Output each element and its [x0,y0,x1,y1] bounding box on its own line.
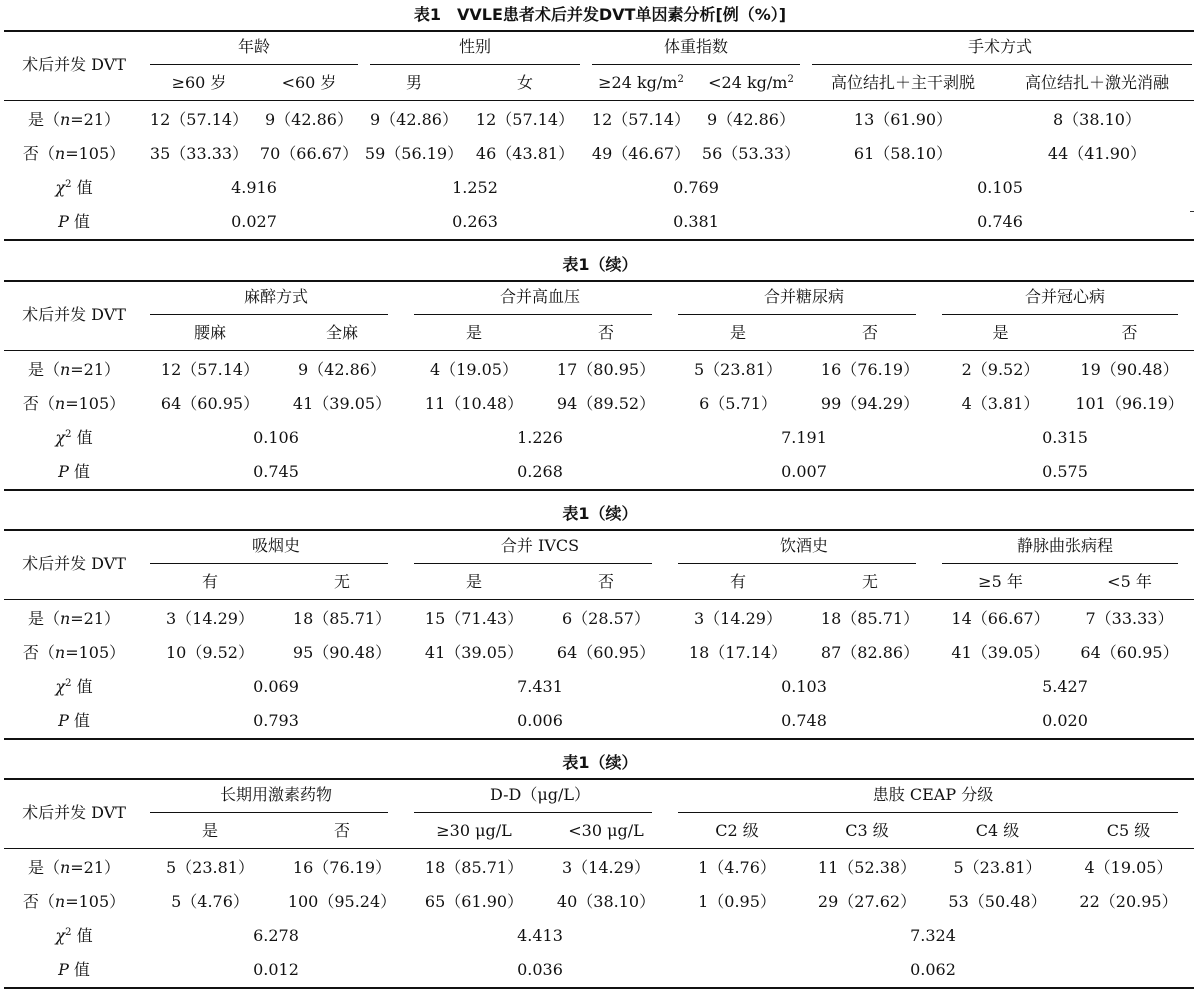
table-cell: 41（39.05） [292,394,392,413]
bottom-rule [4,489,1194,491]
table-cell: 11（10.48） [424,394,524,413]
sub-header: C4 级 [975,821,1020,840]
table-cell: 6（28.57） [562,609,650,628]
table-section-3 [4,529,1194,741]
chi-square-value: 1.252 [452,178,498,197]
row-label-text: 是（ [27,609,60,628]
group-header-diabetes: 合并糖尿病 [763,287,844,306]
row-label-n: n [59,858,71,877]
sub-header: ≥5 年 [978,572,1023,591]
table-cell: 4（19.05） [430,360,518,379]
table-cell: 15（71.43） [424,609,524,628]
table-cell: 17（80.95） [556,360,656,379]
p-value: 0.793 [253,711,299,730]
table-cell: 64（60.95） [556,643,656,662]
group-underline [812,64,1192,65]
sub-header: 男 [405,73,422,92]
chi-square-label [4,171,144,205]
chi-square-value: 0.069 [253,677,299,696]
header-rule [4,350,1194,351]
table-cell: 7（33.33） [1085,609,1174,628]
table-cell: 64（60.95） [1080,643,1179,662]
p-value: 0.036 [517,960,563,979]
table-cell: 4（19.05） [1084,858,1173,877]
p-value-label [4,205,144,239]
group-underline [370,64,580,65]
row-label [4,602,144,636]
p-value-label [4,953,144,987]
sub-header: 无 [861,572,878,591]
row-header: 术后并发 DVT [22,803,126,822]
sub-header: 否 [1121,323,1138,342]
table-cell: 4（3.81） [961,394,1040,413]
sub-header: 是 [729,323,746,342]
row-label-text: 否（ [22,394,55,413]
table-cell: 53（50.48） [948,892,1047,911]
table-cell: 95（90.48） [292,643,392,662]
group-header-surgery: 手术方式 [967,37,1032,56]
table-cell: 16（76.19） [820,360,920,379]
row-label-text: =21） [70,609,121,628]
row-label [4,885,144,919]
sub-header: C3 级 [845,821,889,840]
superscript: 2 [65,927,72,938]
group-underline [678,314,916,315]
chi-symbol: χ [55,926,66,945]
table-cell: 56（53.33） [701,144,801,163]
chi-symbol: χ [55,178,66,197]
sub-header: 高位结扎＋激光消融 [1024,73,1169,92]
chi-square-value: 5.427 [1042,677,1088,696]
chi-square-label [4,670,144,704]
sub-header: 有 [201,572,218,591]
table-cell: 2（9.52） [961,360,1040,379]
table-cell: 12（57.14） [149,110,249,129]
chi-square-value: 6.278 [253,926,299,945]
table-cell: 40（38.10） [556,892,656,911]
group-underline [942,314,1178,315]
p-symbol: P [58,212,69,231]
table-cell: 18（85.71） [292,609,392,628]
table-cell: 99（94.29） [820,394,920,413]
chi-square-value: 0.769 [673,178,719,197]
group-underline [150,64,358,65]
table-cell: 9（42.86） [370,110,458,129]
row-label [4,387,144,421]
group-underline [678,812,1178,813]
p-value: 0.020 [1042,711,1088,730]
sub-header: 是 [992,323,1009,342]
group-header-hypertension: 合并高血压 [499,287,580,306]
group-header-d-dimer: D-D（μg/L） [489,785,591,804]
row-label [4,353,144,387]
sub-header: <60 岁 [281,73,337,92]
sub-header: 否 [861,323,878,342]
group-underline [678,563,916,564]
sub-header: 腰麻 [193,323,226,342]
table-cell: 16（76.19） [292,858,392,877]
table-title-continued: 表1（续） [562,255,638,274]
p-value: 0.006 [517,711,563,730]
table-cell: 87（82.86） [820,643,920,662]
sub-header: 是 [201,821,218,840]
row-label-n: n [59,609,71,628]
p-value: 0.575 [1042,462,1088,481]
bottom-rule [4,987,1194,989]
row-label-text: =105） [65,394,126,413]
sub-header: 高位结扎＋主干剥脱 [830,73,975,92]
row-label [4,137,144,171]
header-rule [4,100,1194,101]
table-cell: 5（4.76） [171,892,249,911]
table-cell: 13（61.90） [853,110,953,129]
p-value-label [4,455,144,489]
chi-square-value: 4.413 [517,926,563,945]
sub-header: 女 [516,73,533,92]
sub-header: C2 级 [715,821,759,840]
sub-header: 否 [333,821,350,840]
chi-label-text: 值 [71,926,93,945]
p-value: 0.263 [452,212,498,231]
sub-header-text: ≥24 kg/m [598,73,678,92]
group-header-age: 年龄 [237,37,270,56]
sub-header-text: <24 kg/m [708,73,788,92]
chi-label-text: 值 [71,677,93,696]
group-underline [150,563,388,564]
group-header-varicose-duration: 静脉曲张病程 [1016,536,1113,555]
table-cell: 18（17.14） [688,643,788,662]
chi-label-text: 值 [71,178,93,197]
group-underline [592,64,800,65]
table-cell: 3（14.29） [694,609,782,628]
superscript: 2 [65,678,72,689]
row-label-n: n [54,643,66,662]
table-cell: 12（57.14） [591,110,691,129]
sub-header: ≥30 μg/L [436,821,512,840]
row-label-n: n [54,144,66,163]
group-underline [414,563,652,564]
sub-header [696,66,806,100]
superscript: 2 [65,429,72,440]
table-cell: 59（56.19） [364,144,464,163]
table-cell: 1（4.76） [698,858,776,877]
table-cell: 3（14.29） [562,858,650,877]
p-value: 0.381 [673,212,719,231]
table-title: 表1 VVLE患者术后并发DVT单因素分析[例（%）] [413,5,787,24]
sub-header: 有 [729,572,746,591]
table-cell: 18（85.71） [424,858,524,877]
table-cell: 3（14.29） [166,609,254,628]
table-cell: 12（57.14） [475,110,575,129]
row-label-n: n [54,394,66,413]
chi-square-value: 4.916 [231,178,277,197]
table-cell: 44（41.90） [1047,144,1147,163]
chi-symbol: χ [55,428,66,447]
sub-header: <30 μg/L [568,821,644,840]
group-header-sex: 性别 [458,37,491,56]
sub-header: 全麻 [325,323,358,342]
row-label [4,636,144,670]
table-section-4 [4,778,1194,990]
sub-header: 否 [597,323,614,342]
table-title-continued: 表1（续） [562,504,638,523]
chi-square-value: 1.226 [517,428,563,447]
row-label-n: n [59,360,71,379]
sub-header: ≥60 岁 [171,73,227,92]
chi-square-value: 0.106 [253,428,299,447]
p-value-label [4,704,144,738]
table-cell: 5（23.81） [953,858,1042,877]
table-cell: 64（60.95） [160,394,260,413]
sub-header: 是 [465,572,482,591]
table-cell: 14（66.67） [951,609,1050,628]
sub-header [586,66,696,100]
table-cell: 22（20.95） [1079,892,1178,911]
p-value: 0.007 [781,462,827,481]
table-cell: 29（27.62） [817,892,917,911]
row-label-n: n [59,110,71,129]
table-section-2 [4,280,1194,492]
table-cell: 101（96.19） [1075,394,1184,413]
chi-square-value: 7.191 [781,428,827,447]
row-header: 术后并发 DVT [22,305,126,324]
row-label-text: 否（ [22,144,55,163]
table-cell: 9（42.86） [707,110,795,129]
table-cell: 8（38.10） [1053,110,1141,129]
row-label-text: 是（ [27,110,60,129]
table-cell: 41（39.05） [951,643,1050,662]
row-label [4,103,144,137]
bottom-rule [4,239,1194,241]
chi-square-value: 7.431 [517,677,563,696]
row-label [4,851,144,885]
chi-label-text: 值 [71,428,93,447]
p-label-text: 值 [68,462,90,481]
table-cell: 10（9.52） [166,643,254,662]
superscript: 2 [677,74,684,85]
sub-header: 是 [465,323,482,342]
group-header-drinking: 饮酒史 [779,536,828,555]
header-rule [4,848,1194,849]
p-value: 0.062 [910,960,956,979]
table-cell: 1（0.95） [698,892,776,911]
group-header-smoking: 吸烟史 [251,536,300,555]
row-label-text: =105） [65,643,126,662]
group-header-steroid: 长期用激素药物 [219,785,332,804]
p-value: 0.748 [781,711,827,730]
chi-square-label [4,421,144,455]
group-underline [150,812,388,813]
p-value: 0.027 [231,212,277,231]
table-cell: 19（90.48） [1080,360,1179,379]
row-label-text: =21） [70,858,121,877]
table-cell: 9（42.86） [298,360,386,379]
row-label-text: =105） [65,144,126,163]
table-cell: 46（43.81） [475,144,575,163]
table-title-continued: 表1（续） [562,753,638,772]
p-label-text: 值 [68,212,90,231]
row-label-text: =105） [65,892,126,911]
row-label-text: 是（ [27,858,60,877]
table-cell: 35（33.33） [149,144,249,163]
sub-header: <5 年 [1107,572,1152,591]
group-header-bmi: 体重指数 [663,37,728,56]
header-rule [4,599,1194,600]
p-value: 0.746 [977,212,1023,231]
group-header-anesthesia: 麻醉方式 [243,287,308,306]
superscript: 2 [65,179,72,190]
table-cell: 5（23.81） [166,858,254,877]
table-cell: 49（46.67） [591,144,691,163]
chi-square-value: 0.103 [781,677,827,696]
table-cell: 70（66.67） [259,144,359,163]
p-symbol: P [58,960,69,979]
p-label-text: 值 [68,711,90,730]
table-section-1 [4,30,1194,242]
table-cell: 9（42.86） [265,110,353,129]
table-cell: 100（95.24） [287,892,397,911]
group-header-chd: 合并冠心病 [1024,287,1105,306]
p-value: 0.745 [253,462,299,481]
group-underline [414,314,652,315]
chi-square-value: 7.324 [910,926,956,945]
table-cell: 12（57.14） [160,360,260,379]
group-underline [942,563,1178,564]
chi-symbol: χ [55,677,66,696]
group-underline [414,812,652,813]
chi-square-value: 0.105 [977,178,1023,197]
row-header: 术后并发 DVT [22,55,126,74]
table-cell: 94（89.52） [556,394,656,413]
row-label-text: 是（ [27,360,60,379]
table-cell: 61（58.10） [853,144,953,163]
p-symbol: P [58,462,69,481]
table-cell: 18（85.71） [820,609,920,628]
sub-header: C5 级 [1106,821,1151,840]
table-cell: 65（61.90） [424,892,524,911]
sub-header: 无 [333,572,350,591]
table-cell: 41（39.05） [424,643,524,662]
table-cell: 6（5.71） [699,394,777,413]
row-label-n: n [54,892,66,911]
bottom-rule [4,738,1194,740]
group-header-ceap: 患肢 CEAP 分级 [872,785,994,804]
row-label-text: =21） [70,360,121,379]
group-underline [150,314,388,315]
row-label-text: 否（ [22,892,55,911]
p-value: 0.268 [517,462,563,481]
table-cell: 11（52.38） [817,858,917,877]
chi-square-value: 0.315 [1042,428,1088,447]
sub-header: 否 [597,572,614,591]
p-value: 0.012 [253,960,299,979]
row-header: 术后并发 DVT [22,554,126,573]
row-label-text: 否（ [22,643,55,662]
p-symbol: P [58,711,69,730]
superscript: 2 [787,74,794,85]
stray-mark [1190,211,1194,212]
row-label-text: =21） [70,110,121,129]
chi-square-label [4,919,144,953]
group-header-ivcs: 合并 IVCS [500,536,580,555]
table-cell: 5（23.81） [694,360,782,379]
p-label-text: 值 [68,960,90,979]
